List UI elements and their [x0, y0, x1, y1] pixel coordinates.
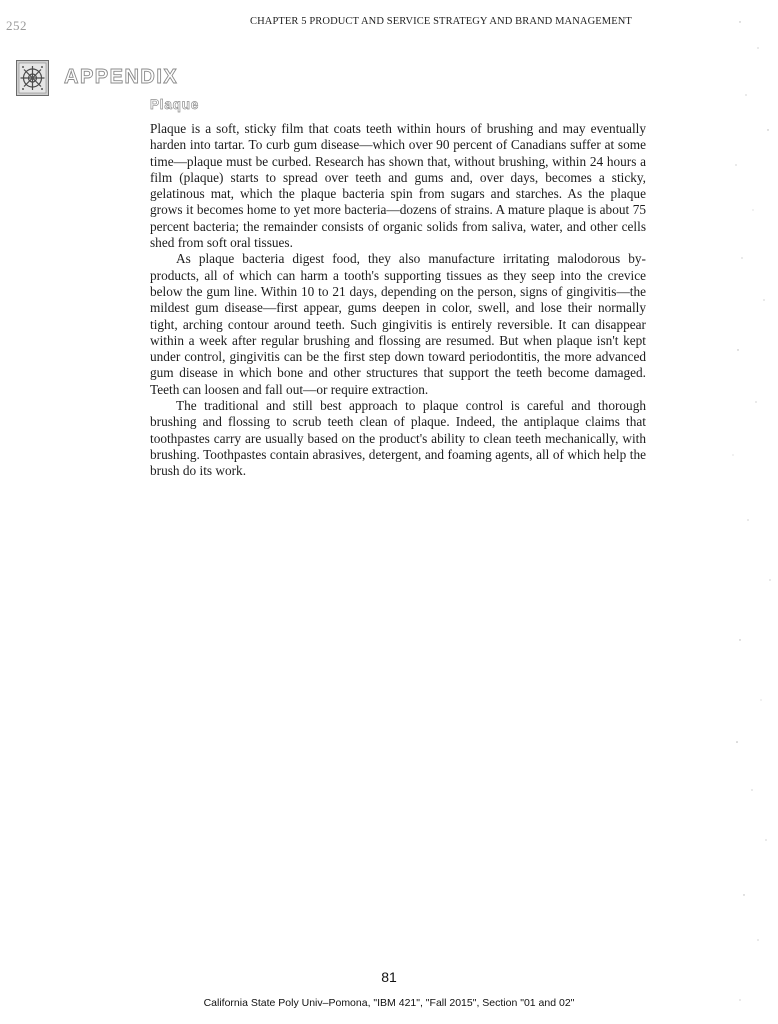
footer-source: California State Poly Univ–Pomona, "IBM 421", "Fall 2015", Section "01 and 02" [203, 997, 575, 1009]
appendix-emblem-icon [16, 60, 49, 96]
paragraph: The traditional and still best approach to plaque control is careful and thorough brushing and flossing to scrub teeth clean of plaque. Indeed, the antiplaque claims that toothpastes carry are usually based on the product's ability to clean teeth mechanically, with brushing. Toothpastes contain abrasives, detergent, and foaming agents, all of which help the brush do its work. [150, 398, 646, 479]
page-number: 252 [6, 18, 27, 33]
paragraph: Plaque is a soft, sticky film that coats teeth within hours of brushing and may eventually harden into tartar. To curb gum disease—which over 90 percent of Canadians suffer at some time—plaque must be curbed. Research has shown that, without brushing, within 24 hours a film (plaque) starts to spread over teeth and gums and, over days, becomes a sticky, gelatinous mat, which the plaque bacteria spin from sugars and starches. As the plaque grows it becomes home to yet more bacteria—dozens of strains. A mature plaque is about 75 percent bacteria; the remainder consists of organic solids from saliva, water, and other cells shed from soft oral tissues. [150, 121, 646, 251]
footer-page-number: 81 [381, 969, 397, 985]
section-title: Plaque [150, 97, 200, 112]
appendix-title: APPENDIX [64, 66, 179, 88]
body-text [150, 121, 646, 480]
paragraph: As plaque bacteria digest food, they also manufacture irritating malodorous by-products, all of which can harm a tooth's supporting tissues as they seep into the crevice below the gum line. Within 10 to 21 days, depending on the person, signs of gingivitis—the mildest gum disease—first appear, gums deepen in color, swell, and lose their normally tight, arching contour around teeth. Such gingivitis is entirely reversible. It can disappear within a week after regular brushing and flossing are resumed. But when plaque isn't kept under control, gingivitis can be the first step down toward periodontitis, the more advanced gum disease in which bone and other structures that support the teeth become damaged. Teeth can loosen and fall out—or require extraction. [150, 251, 646, 397]
scan-speckle-decoration [728, 0, 778, 1024]
running-head: CHAPTER 5 PRODUCT AND SERVICE STRATEGY AND BRAND MANAGEMENT [250, 16, 632, 27]
